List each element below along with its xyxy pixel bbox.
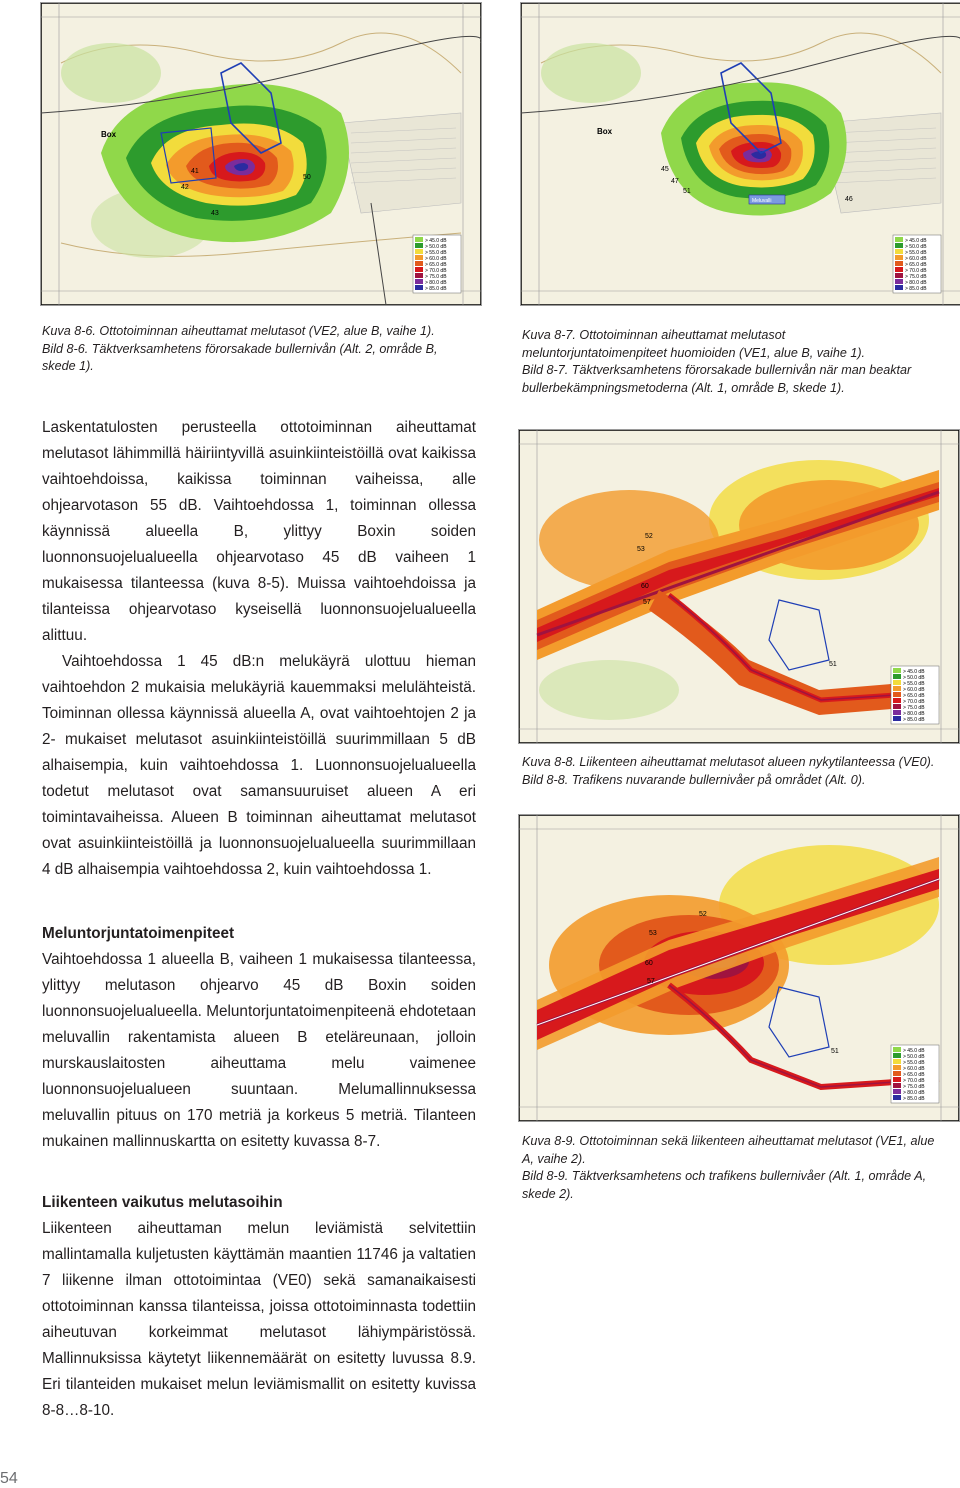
svg-text:> 75.0 dB: > 75.0 dB (425, 274, 447, 280)
map-label: 46 (845, 196, 853, 203)
caption-line: A, vaihe 2). (522, 1151, 586, 1166)
map-label-meluvalli: Meluvalli (752, 198, 772, 204)
page-number: 54 (0, 1470, 18, 1487)
svg-text:> 85.0 dB: > 85.0 dB (905, 286, 927, 292)
svg-text:> 75.0 dB: > 75.0 dB (903, 705, 925, 711)
section-heading: Meluntorjuntatoimenpiteet (42, 925, 235, 942)
noise-legend (893, 235, 941, 293)
svg-text:> 45.0 dB: > 45.0 dB (905, 238, 927, 244)
caption-line: bullerbekämpningsmetoderna (Alt. 1, område B, skede 1). (522, 380, 845, 395)
caption-line: skede 2). (522, 1186, 574, 1201)
map-label: 57 (643, 599, 651, 606)
caption-figure-8-9 (522, 1133, 958, 1203)
svg-text:> 55.0 dB: > 55.0 dB (425, 250, 447, 256)
paragraph: Liikenteen aiheuttaman melun leviämistä selvitettiin mallintamalla kuljetusten käyttämän maantien 11746 ja valtatien 7 liikenne ilman ottotoimintaa (VE0) sekä samanaikaisesti ottotoiminnan kanssa tilanteissa, joissa ottotoiminnasta todettiin aiheutuvan korkeimmat melutasot lähiympäristössä. Mallinnuksissa käytetyt liikennemäärät on esitetty luvussa 8.9. Eri tilanteiden mukaiset melun leviämismallit on esitetty kuvissa 8-8…8-10. (42, 1220, 476, 1419)
svg-text:> 80.0 dB: > 80.0 dB (903, 711, 925, 717)
caption-line: Bild 8-8. Trafikens nuvarande bullernivåer på området (Alt. 0). (522, 772, 866, 787)
noise-legend (891, 1045, 939, 1103)
section-heading: Liikenteen vaikutus melutasoihin (42, 1194, 283, 1211)
caption-line: skede 1). (42, 359, 94, 373)
noise-map-8-7 (521, 3, 960, 305)
map-label: 51 (683, 188, 691, 195)
caption-figure-8-7 (522, 327, 958, 397)
svg-text:> 85.0 dB: > 85.0 dB (903, 717, 925, 723)
map-label: 60 (645, 960, 653, 967)
svg-text:> 45.0 dB: > 45.0 dB (903, 669, 925, 675)
body-section-traffic (42, 1216, 476, 1424)
paragraph: Vaihtoehdossa 1 45 dB:n melukäyrä ulottuu hieman vaihtoehdon 2 mukaisia melukäyriä kauemmaksi melulähteistä. Toiminnan ollessa käynnissä alueella A, ovat vaihtoehtojen 2 ja 2- mukaiset melutasot asuinkiinteistöillä suurimmillaan 5 dB alhaisempia, kuin vaihtoehdossa 1. Luonnonsuojelualueella todetut melutasot ovat samansuuruiset alueen A eri toimintavaiheissa. Alueen B toiminnan aiheuttamat melutasot ovat asuinkiinteistöillä ja luonnonsuojelualueella suurimmillaan 4 dB alhaisempia vaihtoehdossa 2, kuin vaihtoehdossa 1. (42, 653, 476, 878)
paragraph: Vaihtoehdossa 1 alueella B, vaiheen 1 mukaisessa tilanteessa, ylittyy melutason ohjearvo 45 dB Boxin soiden luonnonsuojelualueella. Meluntorjuntatoimenpiteenä ehdotetaan meluvallin rakentamista alueen B eteläreunaan, jolloin murskauslaitosten aiheuttama melu vaimenee luonnonsuojelualueen suuntaan. Melumallinnuksessa meluvallin pituus on 170 metriä ja korkeus 5 metriä. Tilanteen mukainen mallinnuskartta on esitetty kuvassa 8-7. (42, 951, 476, 1150)
map-figure-8-6 (40, 2, 482, 306)
map-label: Box (101, 130, 117, 139)
svg-text:> 60.0 dB: > 60.0 dB (903, 687, 925, 693)
map-label: 42 (181, 184, 189, 191)
caption-line: Kuva 8-8. Liikenteen aiheuttamat melutasot alueen nykytilanteessa (VE0). (522, 755, 935, 769)
svg-text:> 50.0 dB: > 50.0 dB (425, 244, 447, 250)
svg-text:> 65.0 dB: > 65.0 dB (905, 262, 927, 268)
svg-text:> 80.0 dB: > 80.0 dB (905, 280, 927, 286)
caption-line: Bild 8-6. Täktverksamhetens förorsakade bullernivån (Alt. 2, område B, (42, 341, 438, 356)
caption-line: Bild 8-7. Täktverksamhetens förorsakade bullernivån när man beaktar (522, 363, 912, 377)
svg-text:> 45.0 dB: > 45.0 dB (425, 238, 447, 244)
svg-text:> 70.0 dB: > 70.0 dB (903, 699, 925, 705)
paragraph: Laskentatulosten perusteella ottotoiminnan aiheuttamat melutasot lähimmillä häiriintyvillä asuinkiinteistöillä ovat kaikissa vaihtoehdoissa, kaikissa toiminnan vaiheissa, alle ohjearvotason 55 dB. Vaihtoehdossa 1, toiminnan ollessa käynnissä alueella B, ylittyy Boxin soiden luonnonsuojelualueella ohjearvotaso 45 dB vaiheen 1 mukaisessa tilanteessa (kuva 8-5). Muissa vaihtoehdoissa ja tilanteissa ohjearvotaso kyseisellä luonnonsuojelualueella alittuu. (42, 419, 476, 644)
svg-text:> 70.0 dB: > 70.0 dB (425, 268, 447, 274)
caption-line: meluntorjuntatoimenpiteet huomioiden (VE1, alue B, vaihe 1). (522, 345, 866, 360)
map-label: 51 (831, 1048, 839, 1055)
map-label: 41 (191, 168, 199, 175)
svg-text:> 65.0 dB: > 65.0 dB (903, 1072, 925, 1078)
map-label: Box (597, 127, 613, 136)
svg-text:> 45.0 dB: > 45.0 dB (903, 1048, 925, 1054)
svg-text:> 70.0 dB: > 70.0 dB (905, 268, 927, 274)
noise-map-8-6 (41, 3, 481, 305)
svg-text:> 65.0 dB: > 65.0 dB (425, 262, 447, 268)
noise-map-8-8 (519, 430, 959, 743)
svg-text:> 50.0 dB: > 50.0 dB (903, 675, 925, 681)
map-figure-8-9 (518, 814, 960, 1122)
body-section-mitigation (42, 947, 476, 1155)
map-label: 50 (303, 174, 311, 181)
map-label: 47 (671, 178, 679, 185)
body-section-results (42, 415, 476, 883)
svg-text:> 55.0 dB: > 55.0 dB (905, 250, 927, 256)
map-figure-8-7 (520, 2, 960, 306)
caption-line: Kuva 8-6. Ottotoiminnan aiheuttamat melutasot (VE2, alue B, vaihe 1). (42, 324, 435, 338)
svg-text:> 60.0 dB: > 60.0 dB (903, 1066, 925, 1072)
svg-text:> 75.0 dB: > 75.0 dB (905, 274, 927, 280)
map-label: 52 (699, 911, 707, 918)
svg-text:> 85.0 dB: > 85.0 dB (903, 1096, 925, 1102)
map-label: 45 (661, 166, 669, 173)
svg-text:> 70.0 dB: > 70.0 dB (903, 1078, 925, 1084)
caption-figure-8-8 (522, 754, 958, 789)
caption-line: Bild 8-9. Täktverksamhetens och trafikens bullernivåer (Alt. 1, område A, (522, 1169, 927, 1183)
svg-text:> 80.0 dB: > 80.0 dB (425, 280, 447, 286)
map-label: 57 (647, 978, 655, 985)
map-label: 43 (211, 210, 219, 217)
map-label: 53 (649, 930, 657, 937)
svg-text:> 50.0 dB: > 50.0 dB (905, 244, 927, 250)
caption-figure-8-6 (42, 323, 482, 376)
svg-text:> 55.0 dB: > 55.0 dB (903, 681, 925, 687)
svg-text:> 80.0 dB: > 80.0 dB (903, 1090, 925, 1096)
map-label: 53 (637, 546, 645, 553)
svg-text:> 60.0 dB: > 60.0 dB (425, 256, 447, 262)
noise-map-8-9 (519, 815, 959, 1121)
map-label: 52 (645, 533, 653, 540)
caption-line: Kuva 8-7. Ottotoiminnan aiheuttamat melutasot (522, 328, 786, 342)
caption-line: Kuva 8-9. Ottotoiminnan sekä liikenteen aiheuttamat melutasot (VE1, alue (522, 1134, 935, 1148)
svg-text:> 75.0 dB: > 75.0 dB (903, 1084, 925, 1090)
svg-text:> 55.0 dB: > 55.0 dB (903, 1060, 925, 1066)
map-label: 51 (829, 661, 837, 668)
svg-text:> 65.0 dB: > 65.0 dB (903, 693, 925, 699)
map-label: 60 (641, 583, 649, 590)
svg-text:> 85.0 dB: > 85.0 dB (425, 286, 447, 292)
noise-legend (891, 666, 939, 724)
map-figure-8-8 (518, 429, 960, 744)
svg-text:> 60.0 dB: > 60.0 dB (905, 256, 927, 262)
noise-legend (413, 235, 461, 293)
svg-text:> 50.0 dB: > 50.0 dB (903, 1054, 925, 1060)
